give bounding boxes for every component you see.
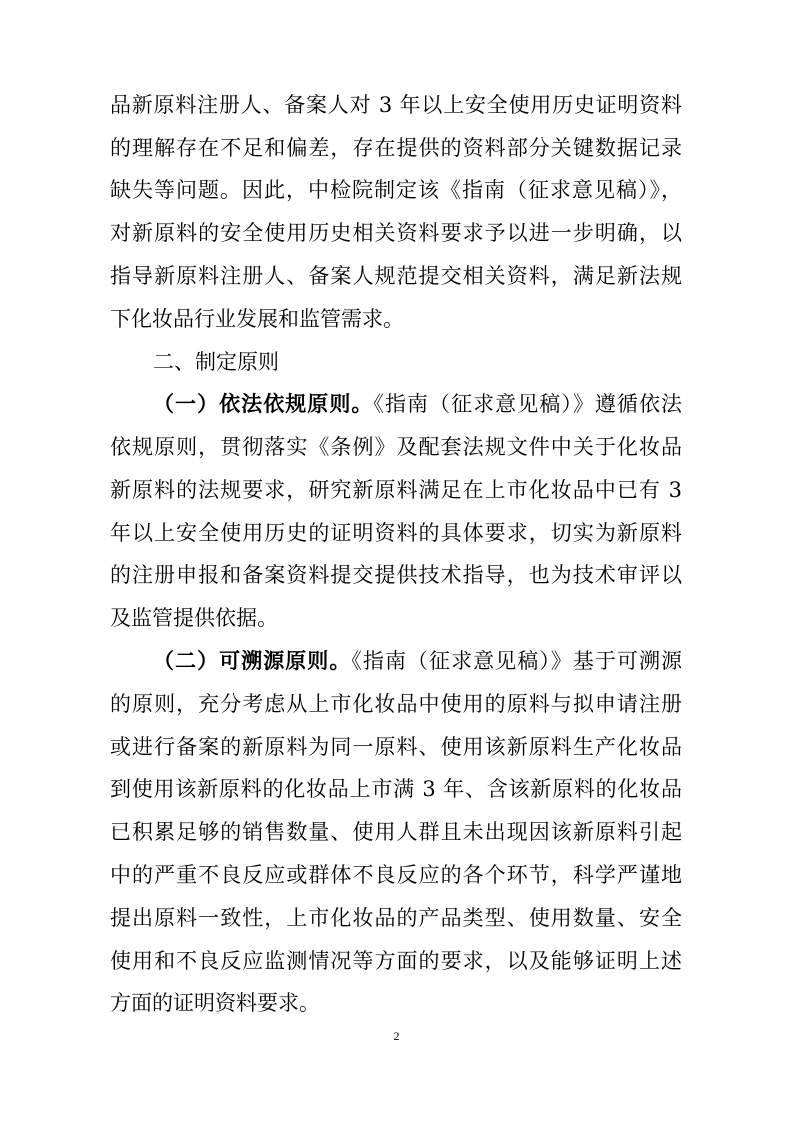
paragraph-line: 的原则，充分考虑从上市化妆品中使用的原料与拟申请注册 (110, 692, 682, 716)
paragraph-line: 使用和不良反应监测情况等方面的要求，以及能够证明上述 (110, 949, 682, 973)
paragraph-line: 指导新原料注册人、备案人规范提交相关资料，满足新法规 (110, 264, 682, 288)
page-number: 2 (393, 1029, 400, 1043)
paragraph-line: 的理解存在不足和偏差，存在提供的资料部分关键数据记录 (110, 136, 682, 160)
paragraph-line: 已积累足够的销售数量、使用人群且未出现因该新原料引起 (110, 820, 682, 844)
paragraph-line: 依规原则，贯彻落实《条例》及配套法规文件中关于化妆品 (110, 435, 682, 459)
paragraph-line: 对新原料的安全使用历史相关资料要求予以进一步明确，以 (110, 221, 682, 245)
principle-title: （二）可溯源原则。 (153, 648, 352, 673)
paragraph-line: 及监管提供依据。 (110, 606, 278, 630)
paragraph-lead-line (153, 647, 682, 675)
principle-title: （一）依法依规原则。 (153, 391, 374, 416)
paragraph-line: 或进行备案的新原料为同一原料、使用该新原料生产化妆品 (110, 735, 682, 759)
paragraph-line: 缺失等问题。因此，中检院制定该《指南（征求意见稿）》， (110, 178, 682, 202)
paragraph-line: 下化妆品行业发展和监管需求。 (110, 307, 404, 331)
paragraph-text: 《指南（征求意见稿）》基于可溯源 (351, 649, 682, 673)
paragraph-line: 方面的证明资料要求。 (110, 991, 320, 1015)
paragraph-line: 到使用该新原料的化妆品上市满 3 年、含该新原料的化妆品 (110, 777, 682, 801)
paragraph-line: 的注册申报和备案资料提交提供技术指导，也为技术审评以 (110, 563, 682, 587)
paragraph-line: 新原料的法规要求，研究新原料满足在上市化妆品中已有 3 (110, 478, 682, 502)
paragraph-line: 中的严重不良反应或群体不良反应的各个环节，科学严谨地 (110, 863, 682, 887)
paragraph-lead-line (153, 390, 682, 418)
paragraph-text: 《指南（征求意见稿）》遵循依法 (373, 392, 683, 416)
section-heading: 二、制定原则 (153, 350, 279, 374)
paragraph-line: 年以上安全使用历史的证明资料的具体要求，切实为新原料 (110, 521, 682, 545)
paragraph-line: 品新原料注册人、备案人对 3 年以上安全使用历史证明资料 (110, 93, 682, 117)
paragraph-line: 提出原料一致性，上市化妆品的产品类型、使用数量、安全 (110, 906, 682, 930)
